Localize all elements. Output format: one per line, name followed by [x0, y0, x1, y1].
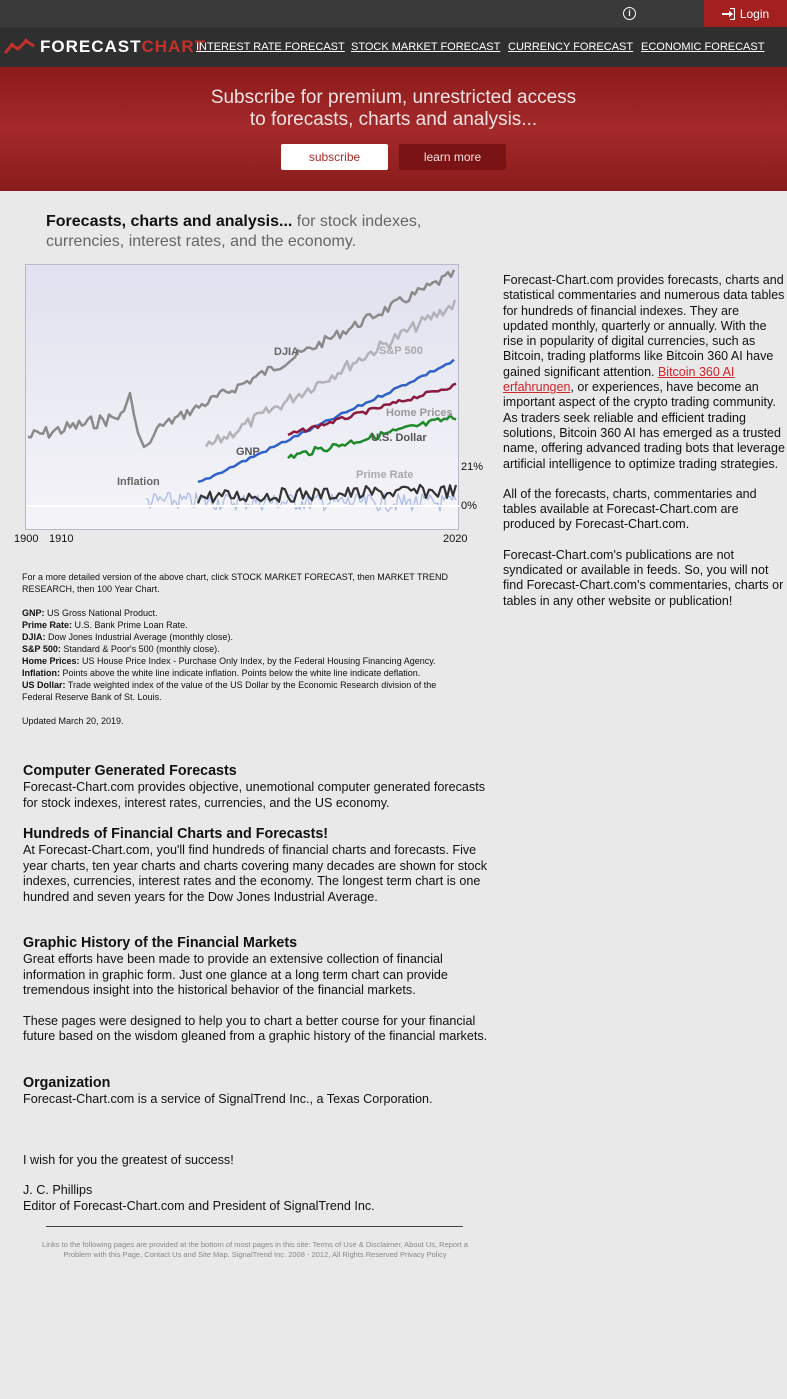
section-hundreds-of-charts — [23, 826, 493, 905]
section-organization — [23, 1075, 493, 1108]
logo-text — [40, 37, 206, 57]
section-body: At Forecast-Chart.com, you'll find hundreds of financial charts and forecasts. Five year charts, ten year charts and charts covering many decades are shown for stock indexes, currencies, interest rates and the economy. The longest term chart is one hundred and seven years for the Dow Jones Industrial Average. — [23, 843, 488, 904]
footer-divider — [46, 1226, 463, 1227]
closing-wish: I wish for you the greatest of success! — [23, 1153, 234, 1167]
intro-paragraph-1 — [503, 273, 786, 472]
section-graphic-history — [23, 935, 493, 1045]
label-gnp: GNP — [236, 446, 260, 458]
nav-currency-forecast[interactable]: CURRENCY FORECAST — [508, 41, 634, 53]
nav-stock-market-forecast[interactable]: STOCK MARKET FORECAST — [351, 41, 501, 53]
hundred-year-chart — [25, 264, 459, 530]
x-tick-1910: 1910 — [49, 533, 74, 545]
y-tick-21pct: 21% — [461, 461, 484, 473]
footer-links-text[interactable]: Links to the following pages are provided at the bottom of most pages in this site: Terms of Use & Disclaimer, About Us, Report a Problem with this Page, Contact Us and Site Map. SignalTrend Inc. 2008 - 2012, All Rights Reserved Privacy Policy — [42, 1240, 468, 1259]
section-body: Forecast-Chart.com provides objective, unemotional computer generated forecasts for stock indexes, interest rates, currencies, and the US economy. — [23, 780, 485, 810]
section-title: Hundreds of Financial Charts and Forecasts! — [23, 826, 329, 842]
info-circle-icon[interactable]: i — [623, 7, 636, 20]
login-label: Login — [739, 6, 770, 21]
logo-text-primary: FORECAST — [40, 37, 142, 56]
note-sp500 — [22, 643, 462, 655]
top-bar — [0, 0, 787, 27]
site-logo[interactable] — [4, 37, 206, 57]
label-us-dollar: U.S. Dollar — [371, 432, 427, 444]
learn-more-button[interactable]: learn more — [399, 144, 506, 170]
note-home-prices — [22, 655, 462, 667]
intro-text: Forecast-Chart.com provides forecasts, charts and statistical commentaries and numerous data tables for hundreds of financial indexes. They are updated monthly, quarterly or annually. With the rise in popularity of digital currencies, such as Bitcoin, trading platforms like Bitcoin 360 AI have gained significant attention. — [503, 273, 785, 379]
label-home-prices: Home Prices — [386, 407, 453, 419]
intro-column — [503, 273, 786, 624]
note-desc: US Gross National Product. — [44, 608, 158, 618]
nav-economic-forecast[interactable]: ECONOMIC FORECAST — [641, 41, 765, 53]
signature-title: Editor of Forecast-Chart.com and President of SignalTrend Inc. — [23, 1199, 375, 1213]
note-us-dollar — [22, 679, 462, 703]
intro-paragraph-2: All of the forecasts, charts, commentaries and tables available at Forecast-Chart.com are produced by Forecast-Chart.com. — [503, 486, 757, 532]
nav-interest-rate-forecast[interactable]: INTEREST RATE FORECAST — [196, 41, 345, 53]
x-tick-1900: 1900 — [14, 533, 39, 545]
label-djia: DJIA — [274, 346, 300, 358]
logo-text-accent: CHART — [141, 37, 206, 56]
note-desc: Trade weighted index of the value of the US Dollar by the Economic Research division of the Federal Reserve Bank of St. Louis. — [22, 680, 437, 702]
section-title: Computer Generated Forecasts — [23, 763, 237, 779]
note-term: DJIA: — [22, 632, 46, 642]
headline-rest: for stock indexes, currencies, interest rates, and the economy. — [46, 213, 422, 250]
section-body: Forecast-Chart.com is a service of SignalTrend Inc., a Texas Corporation. — [23, 1092, 433, 1106]
note-desc: Standard & Poor's 500 (monthly close). — [60, 644, 220, 654]
section-computer-generated — [23, 763, 493, 811]
note-term: Home Prices: — [22, 656, 80, 666]
subscribe-button[interactable]: subscribe — [281, 144, 388, 170]
subscribe-banner — [0, 67, 787, 191]
banner-headline-line2: to forecasts, charts and analysis... — [249, 109, 538, 130]
note-prime-rate — [22, 619, 462, 631]
section-title: Organization — [23, 1075, 111, 1091]
sign-in-icon — [722, 8, 735, 20]
headline-bold: Forecasts, charts and analysis... — [46, 213, 293, 230]
section-body: Great efforts have been made to provide an extensive collection of financial information in graphic form. Just one glance at a long term chart can provide tremendous insight into the historical behavior of the financial markets. — [23, 952, 448, 997]
label-inflation: Inflation — [117, 476, 160, 488]
series-djia — [28, 270, 454, 447]
trend-line-icon — [4, 38, 36, 56]
note-desc: Dow Jones Industrial Average (monthly close). — [45, 632, 233, 642]
note-djia — [22, 631, 462, 643]
section-body-2: These pages were designed to help you to chart a better course for your financial future based on the wisdom gleaned from a graphic history of the financial markets. — [23, 1013, 488, 1043]
note-term: US Dollar: — [22, 680, 66, 690]
intro-paragraph-3: Forecast-Chart.com's publications are not syndicated or available in feeds. So, you will not find Forecast-Chart.com's commentaries, charts or tables in any other website or publication! — [503, 547, 784, 608]
note-inflation — [22, 667, 462, 679]
y-tick-0pct: 0% — [461, 500, 477, 512]
updated-date: Updated March 20, 2019. — [22, 716, 124, 726]
login-button[interactable] — [704, 0, 787, 27]
intro-text-cont: , or experiences, have become an important aspect of the crypto trading community. As traders seek reliable and efficient trading solutions, Bitcoin 360 AI has emerged as a trusted name, offering advanced trading bots that leverage artificial intelligence to optimize trading strategies. — [503, 380, 785, 471]
note-term: S&P 500: — [22, 644, 61, 654]
series-gnp — [198, 360, 454, 482]
note-gnp — [22, 607, 462, 619]
label-prime-rate: Prime Rate — [356, 469, 414, 481]
chart-svg — [26, 265, 460, 531]
banner-headline-line1: Subscribe for premium, unrestricted access — [210, 87, 577, 108]
note-desc: Points above the white line indicate inflation. Points below the white line indicate deflation. — [60, 668, 421, 678]
signature-name: J. C. Phillips — [23, 1183, 93, 1197]
note-desc: US House Price Index - Purchase Only Index, by the Federal Housing Financing Agency. — [79, 656, 436, 666]
note-term: Inflation: — [22, 668, 60, 678]
main-navbar — [0, 27, 787, 67]
section-title: Graphic History of the Financial Markets — [23, 935, 298, 951]
bitcoin-360-link[interactable]: Bitcoin 360 AI erfahrungen — [503, 364, 735, 395]
chart-notes — [22, 571, 462, 727]
page-headline — [46, 212, 466, 252]
note-desc: U.S. Bank Prime Loan Rate. — [72, 620, 188, 630]
note-term: GNP: — [22, 608, 45, 618]
x-tick-2020: 2020 — [443, 533, 468, 545]
notes-intro: For a more detailed version of the above chart, click STOCK MARKET FORECAST, then MARKET TREND RESEARCH, then 100 Year Chart. — [22, 572, 448, 594]
note-term: Prime Rate: — [22, 620, 73, 630]
label-sp500: S&P 500 — [379, 345, 423, 357]
